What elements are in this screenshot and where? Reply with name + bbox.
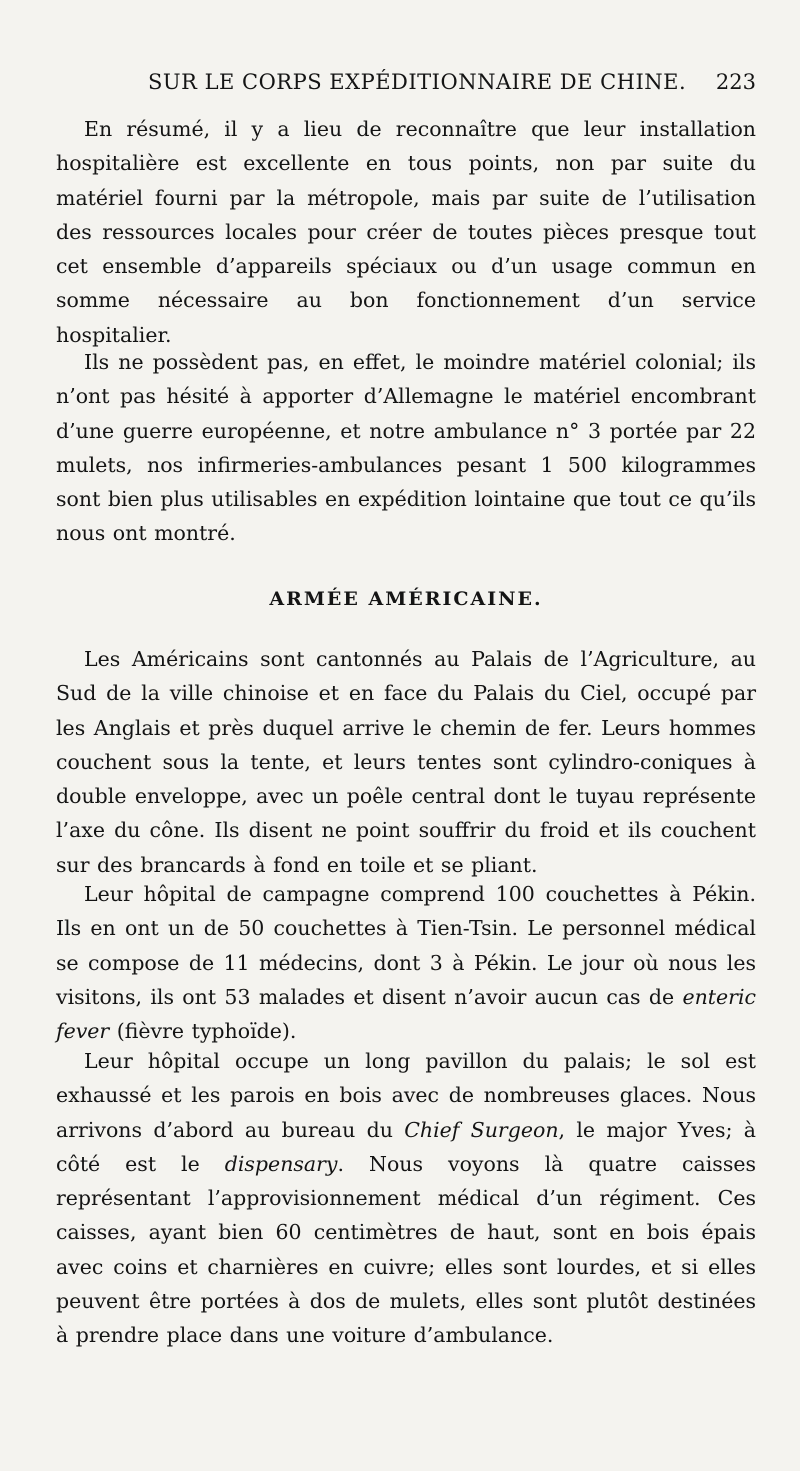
paragraph-hospital-pavilion <box>56 1044 756 1353</box>
italic-term: enteric fever <box>56 984 756 1044</box>
paragraph-pavilion-text-2: , le major Yves; à côté est le <box>56 1117 756 1176</box>
running-title: SUR LE CORPS EXPÉDITIONNAIRE DE CHINE. <box>148 70 687 94</box>
italic-term: Chief Surgeon <box>404 1117 559 1142</box>
paragraph-field-hospital <box>56 877 756 1048</box>
paragraph-pavilion-text-3: . Nous voyons là quatre caisses représentant l’approvisionnement médical d’un régiment. Ces caisses, ayant bien 60 centimètres de haut, sont en bois épais avec coins et charnières en cuivre; elles sont lourdes, et si elles peuvent être portées à dos de mulets, elles sont plutôt destinées à prendre place dans une voiture d’ambulance. <box>56 1151 756 1348</box>
paragraph-field-hospital-text: Leur hôpital de campagne comprend 100 couchettes à Pékin. Ils en ont un de 50 couchettes à Tien-Tsin. Le personnel médical se compose de 11 médecins, dont 3 à Pékin. Le jour où nous les visitons, ils ont 53 malades et disent n’avoir aucun cas de <box>56 882 756 1009</box>
paragraph-pavilion-text-1: Leur hôpital occupe un long pavillon du palais; le sol est exhaussé et les parois en bois avec de nombreuses glaces. Nous arrivons d’abord au bureau du <box>56 1049 756 1142</box>
page-header <box>148 64 756 104</box>
section-heading: ARMÉE AMÉRICAINE. <box>269 588 543 610</box>
paragraph-summary: En résumé, il y a lieu de reconnaître que leur installation hospitalière est excellente en tous points, non par suite du matériel fourni par la métropole, mais par suite de l’utilisation des ressources locales pour créer de toutes pièces presque tout cet ensemble d’appareils spéciaux ou d’un usage commun en somme nécessaire au bon fonctionnement d’un service hospitalier. <box>56 117 756 347</box>
paragraph-cantonment: Les Américains sont cantonnés au Palais de l’Agriculture, au Sud de la ville chinoise et en face du Palais du Ciel, occupé par les Anglais et près duquel arrive le chemin de fer. Leurs hommes couchent sous la tente, et leurs tentes sont cylindro-coniques à double enveloppe, avec un poêle central dont le tuyau représente l’axe du cône. Ils disent ne point souffrir du froid et ils couchent sur des brancards à fond en toile et se pliant. <box>56 647 756 877</box>
italic-term: dispensary <box>224 1151 338 1176</box>
paragraph-field-hospital-end: (fièvre typhoïde). <box>109 1019 297 1044</box>
paragraph-material: Ils ne possèdent pas, en effet, le moindre matériel colonial; ils n’ont pas hésité à apporter d’Allemagne le matériel encombrant d’une guerre européenne, et notre ambulance n° 3 portée par 22 mulets, nos infirmeries-ambulances pesant 1 500 kilogrammes sont bien plus utilisables en expédition lointaine que tout ce qu’ils nous ont montré. <box>56 350 756 546</box>
page-number: 223 <box>715 70 756 94</box>
